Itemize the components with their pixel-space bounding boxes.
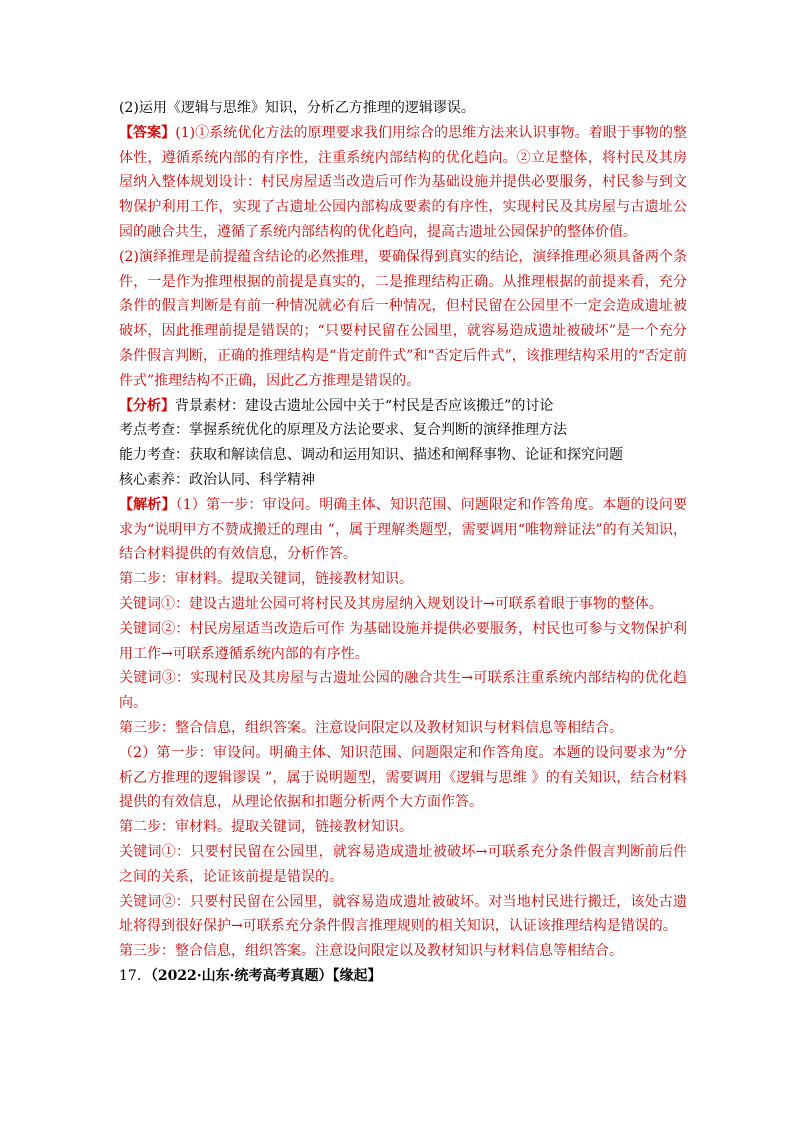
next-question-number: 17． <box>119 967 151 984</box>
answer-tag: 【答案】 <box>119 124 176 141</box>
document-content <box>119 96 687 989</box>
explanation-part-1-keyword-3: 关键词③：实现村民及其房屋与古遗址公园的融合共生→可联系注重系统内部结构的优化趋向。 <box>119 670 687 712</box>
explanation-part-1-keyword-2: 关键词②：村民房屋适当改造后可作 为基础设施并提供必要服务，村民也可参与文物保护利用工作→可联系遵循系统内部的有序性。 <box>119 620 687 662</box>
analysis-ability: 能力考查：获取和解读信息、调动和运用知识、描述和阐释事物、论证和探究问题 <box>119 447 623 464</box>
explanation-part-1-keyword-1: 关键词①：建设古遗址公园可将村民及其房屋纳入规划设计→可联系着眼于事物的整体。 <box>119 595 663 612</box>
next-question-heading <box>119 964 687 989</box>
explanation-part-1-step-3: 第三步：整合信息，组织答案。注意设问限定以及教材知识与材料信息等相结合。 <box>119 719 623 736</box>
analysis-background <box>119 394 687 419</box>
analysis-literacy: 核心素养：政治认同、科学精神 <box>119 471 315 488</box>
answer-part-2: (2)演绎推理是前提蕴含结论的必然推理，要确保得到真实的结论，演绎推理必须具备两个条件，一是作为推理根据的前提是真实的，二是推理结构正确。从推理根据的前提来看，充分条件的假言判断是有前一种情况就必有后一种情况，但村民留在公园里不一定会造成遗址被破坏，因此推理前提是错误的；“只要村民留在公园里，就容易造成遗址被破坏”是一个充分条件假言判断，正确的推理结构是“肯定前件式”和“否定后件式”，该推理结构采用的“否定前件式”推理结构不正确，因此乙方推理是错误的。 <box>119 248 687 389</box>
question-2-text: (2)运用《逻辑与思维》知识，分析乙方推理的逻辑谬误。 <box>119 100 475 116</box>
analysis-tag: 【分析】 <box>119 397 175 414</box>
explanation-part-2-keyword-1: 关键词①：只要村民留在公园里，就容易造成遗址被破坏→可联系充分条件假言判断前后件之间的关系，论证该前提是错误的。 <box>119 843 687 885</box>
answer-part-1 <box>119 121 687 245</box>
explanation-part-2-keyword-2: 关键词②：只要村民留在公园里，就容易造成遗址被破坏。对当地村民进行搬迁，该处古遗址将得到很好保护→可联系充分条件假言推理规则的相关知识，认证该推理结构是错误的。 <box>119 893 687 935</box>
next-question-source: （2022·山东·统考高考真题） <box>150 967 333 984</box>
explanation-part-2-step-1: （2）第一步：审设问。明确主体、知识范围、问题限定和作答角度。本题的设问要求为“分析乙方推理的逻辑谬误 ”，属于说明题型，需要调用《逻辑与思维 》的有关知识，结合材料提供的有效信息，从理论依据和扣题分析两个大方面作答。 <box>119 744 687 811</box>
next-question-tag: 【缘起】 <box>332 967 382 984</box>
explanation-tag: 【解析】 <box>119 496 176 513</box>
explanation-part-1-step-1-text: （1）第一步：审设问。明确主体、知识范围、问题限定和作答角度。本题的设问要求为“说明甲方不赞成搬迁的理由 ”，属于理解类题型，需要调用“唯物辩证法”的有关知识，结合材料提供的有效信息，分析作答。 <box>119 496 687 563</box>
analysis-background-text: 背景素材：建设古遗址公园中关于“村民是否应该搬迁”的讨论 <box>175 397 554 414</box>
explanation-part-2-step-3: 第三步：整合信息，组织答案。注意设问限定以及教材知识与材料信息等相结合。 <box>119 943 623 960</box>
explanation-part-1-step-1 <box>119 493 687 567</box>
explanation-part-2-step-2: 第二步：审材料。提取关键词，链接教材知识。 <box>119 819 413 836</box>
answer-part-1-text: (1)①系统优化方法的原理要求我们用综合的思维方法来认识事物。着眼于事物的整体性，遵循系统内部的有序性，注重系统内部结构的优化趋向。②立足整体，将村民及其房屋纳入整体规划设计：村民房屋适当改造后可作为基础设施并提供必要服务，村民参与到文物保护利用工作，实现了古遗址公园内部构成要素的有序性，实现村民及其房屋与古遗址公园的融合共生，遵循了系统内部结构的优化趋向，提高古遗址公园保护的整体价值。 <box>119 124 687 240</box>
analysis-exam-point: 考点考查：掌握系统优化的原理及方法论要求、复合判断的演绎推理方法 <box>119 422 567 439</box>
explanation-part-1-step-2: 第二步：审材料。提取关键词，链接教材知识。 <box>119 571 413 588</box>
